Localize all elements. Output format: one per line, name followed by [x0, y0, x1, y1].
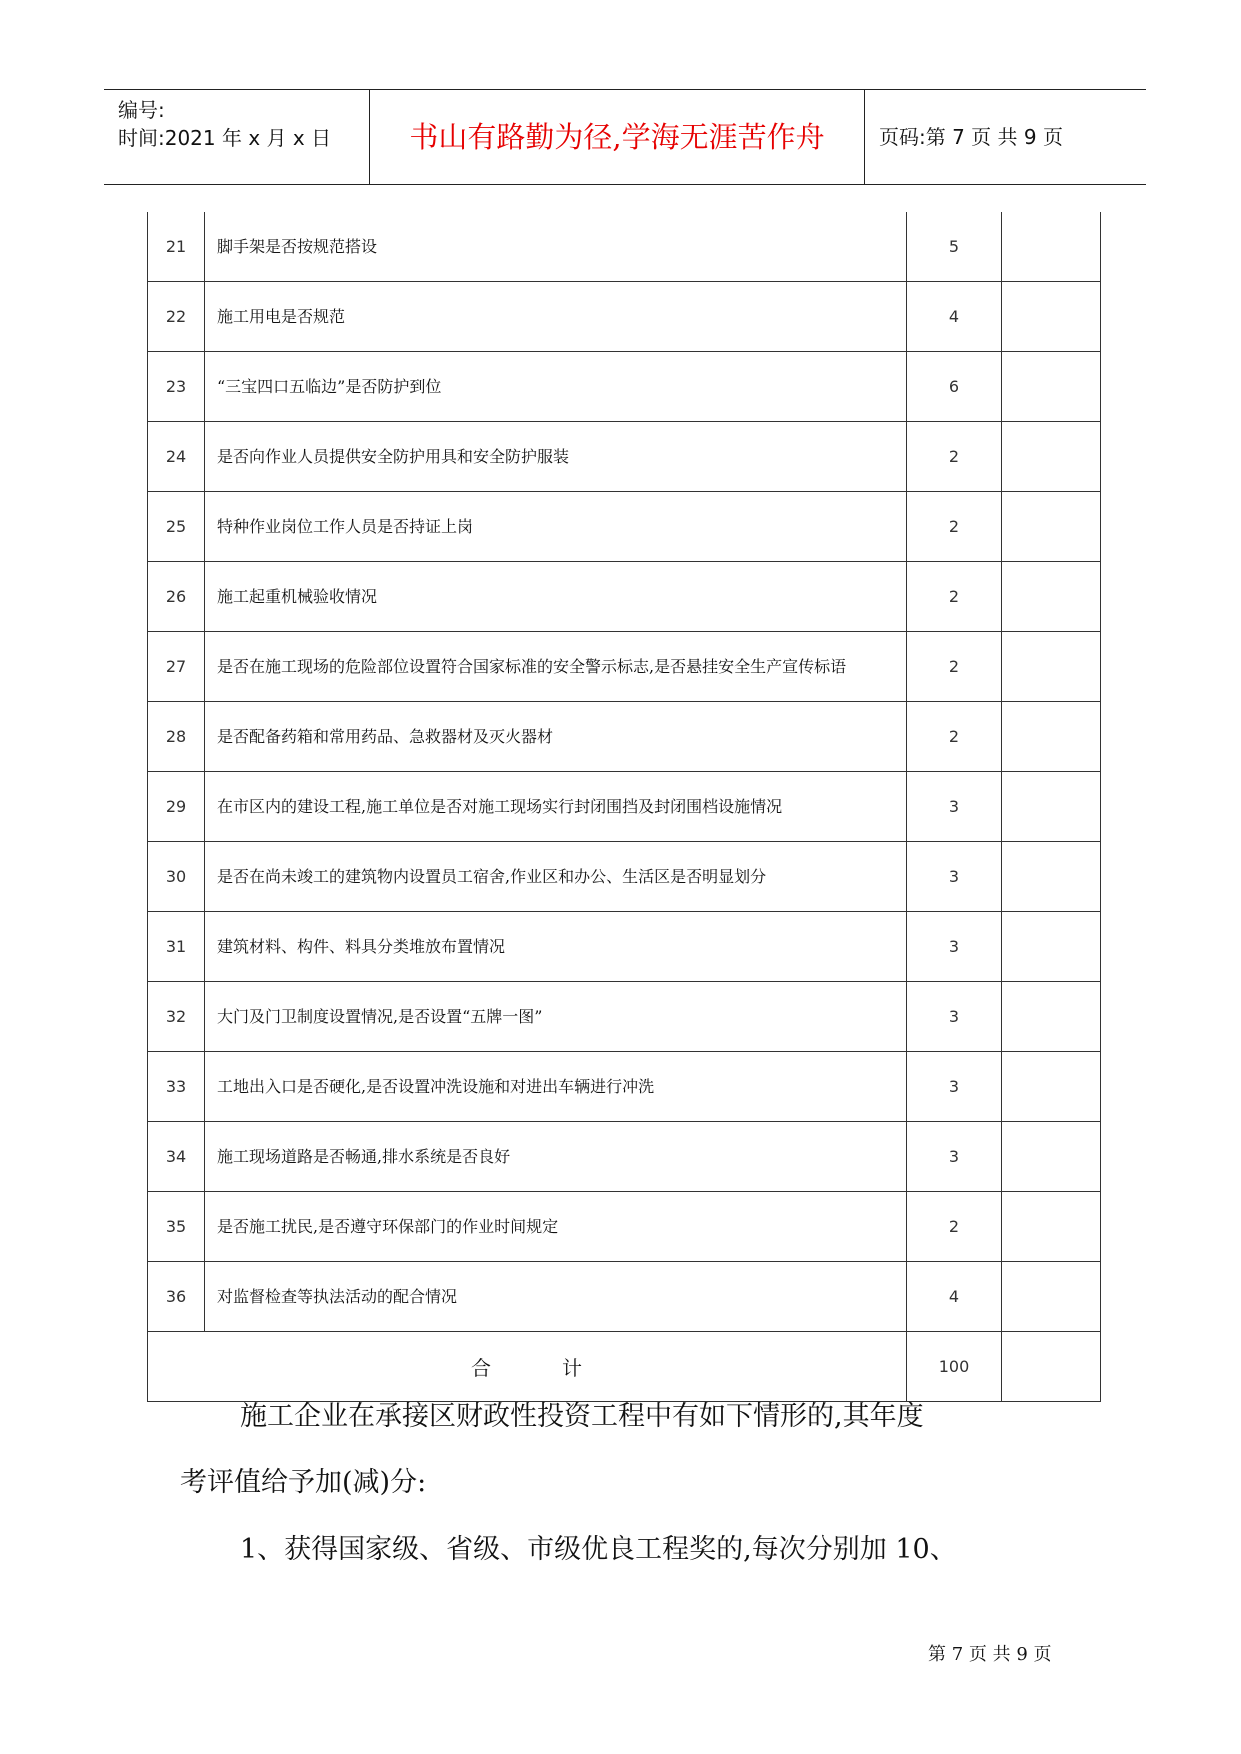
table-row [147, 282, 1101, 352]
row-blank-cell [1002, 282, 1101, 351]
row-item-text: 是否配备药箱和常用药品、急救器材及灭火器材 [217, 726, 554, 746]
row-blank-cell [1002, 1262, 1101, 1331]
row-item-text: 工地出入口是否硬化,是否设置冲洗设施和对进出车辆进行冲洗 [217, 1076, 655, 1096]
row-blank-cell [1002, 352, 1101, 421]
row-blank-cell [1002, 702, 1101, 771]
row-number: 24 [147, 422, 205, 491]
paragraph-1-line-2: 考评值给予加(减)分: [180, 1467, 427, 1498]
row-item-text: 对监督检查等执法活动的配合情况 [217, 1286, 458, 1306]
header-info-cell [104, 90, 370, 184]
row-number: 26 [147, 562, 205, 631]
total-blank-cell [1002, 1332, 1101, 1401]
row-item-text: 施工起重机械验收情况 [217, 586, 378, 606]
row-item-text: 是否施工扰民,是否遵守环保部门的作业时间规定 [217, 1216, 559, 1236]
row-blank-cell [1002, 562, 1101, 631]
page-footer: 第 7 页 共 9 页 [928, 1644, 1052, 1665]
row-blank-cell [1002, 492, 1101, 561]
total-score: 100 [906, 1332, 1002, 1401]
row-number: 35 [147, 1192, 205, 1261]
row-blank-cell [1002, 982, 1101, 1051]
row-item-text: 是否在尚未竣工的建筑物内设置员工宿舍,作业区和办公、生活区是否明显划分 [217, 866, 767, 886]
row-blank-cell [1002, 842, 1101, 911]
document-number-label: 编号: [118, 98, 165, 122]
row-score: 3 [906, 842, 1002, 911]
row-number: 31 [147, 912, 205, 981]
header-page-number: 页码:第 7 页 共 9 页 [879, 125, 1063, 149]
row-item-text: “三宝四口五临边”是否防护到位 [217, 376, 442, 396]
row-number: 27 [147, 632, 205, 701]
total-label-char-1: 合 [471, 1356, 492, 1380]
row-score: 3 [906, 772, 1002, 841]
row-item-text: 施工用电是否规范 [217, 306, 346, 326]
row-number: 32 [147, 982, 205, 1051]
table-row [147, 702, 1101, 772]
table-row [147, 982, 1101, 1052]
table-row [147, 842, 1101, 912]
row-score: 2 [906, 702, 1002, 771]
row-item-text: 脚手架是否按规范搭设 [217, 236, 378, 256]
page-header [104, 89, 1146, 185]
row-blank-cell [1002, 1192, 1101, 1261]
document-time-label: 时间:2021 年 x 月 x 日 [118, 126, 332, 150]
row-score: 2 [906, 1192, 1002, 1261]
total-label-char-2: 计 [562, 1356, 583, 1380]
row-blank-cell [1002, 772, 1101, 841]
table-row [147, 632, 1101, 702]
row-number: 30 [147, 842, 205, 911]
table-row [147, 212, 1101, 282]
row-score: 2 [906, 492, 1002, 561]
row-score: 6 [906, 352, 1002, 421]
row-item-text: 建筑材料、构件、料具分类堆放布置情况 [217, 936, 506, 956]
row-score: 4 [906, 1262, 1002, 1331]
row-number: 36 [147, 1262, 205, 1331]
row-number: 22 [147, 282, 205, 351]
paragraph-2-line-1: 1、获得国家级、省级、市级优良工程奖的,每次分别加 10、 [240, 1534, 957, 1565]
table-total-row [147, 1332, 1101, 1402]
row-blank-cell [1002, 212, 1101, 281]
table-row [147, 352, 1101, 422]
row-blank-cell [1002, 1122, 1101, 1191]
row-number: 21 [147, 212, 205, 281]
table-row [147, 1192, 1101, 1262]
table-row [147, 492, 1101, 562]
row-score: 4 [906, 282, 1002, 351]
row-score: 3 [906, 912, 1002, 981]
table-row [147, 772, 1101, 842]
paragraph-1-line-1: 施工企业在承接区财政性投资工程中有如下情形的,其年度 [240, 1401, 924, 1432]
total-label [147, 1332, 906, 1401]
row-score: 2 [906, 422, 1002, 491]
row-blank-cell [1002, 1052, 1101, 1121]
table-row [147, 912, 1101, 982]
row-blank-cell [1002, 632, 1101, 701]
row-number: 28 [147, 702, 205, 771]
table-row [147, 562, 1101, 632]
table-row [147, 1262, 1101, 1332]
row-number: 33 [147, 1052, 205, 1121]
row-score: 5 [906, 212, 1002, 281]
row-item-text: 施工现场道路是否畅通,排水系统是否良好 [217, 1146, 511, 1166]
row-number: 34 [147, 1122, 205, 1191]
row-item-text: 是否向作业人员提供安全防护用具和安全防护服装 [217, 446, 570, 466]
row-score: 3 [906, 982, 1002, 1051]
row-item-text: 是否在施工现场的危险部位设置符合国家标准的安全警示标志,是否悬挂安全生产宣传标语 [217, 656, 847, 676]
header-motto: 书山有路勤为径,学海无涯苦作舟 [370, 90, 865, 184]
row-item-text: 在市区内的建设工程,施工单位是否对施工现场实行封闭围挡及封闭围档设施情况 [217, 796, 783, 816]
row-number: 25 [147, 492, 205, 561]
row-score: 3 [906, 1052, 1002, 1121]
row-number: 29 [147, 772, 205, 841]
score-table [147, 212, 1101, 1402]
row-score: 2 [906, 562, 1002, 631]
table-row [147, 1052, 1101, 1122]
table-row [147, 1122, 1101, 1192]
row-number: 23 [147, 352, 205, 421]
row-item-text: 大门及门卫制度设置情况,是否设置“五牌一图” [217, 1006, 543, 1026]
row-blank-cell [1002, 422, 1101, 491]
row-score: 2 [906, 632, 1002, 701]
row-score: 3 [906, 1122, 1002, 1191]
table-row [147, 422, 1101, 492]
row-item-text: 特种作业岗位工作人员是否持证上岗 [217, 516, 474, 536]
row-blank-cell [1002, 912, 1101, 981]
